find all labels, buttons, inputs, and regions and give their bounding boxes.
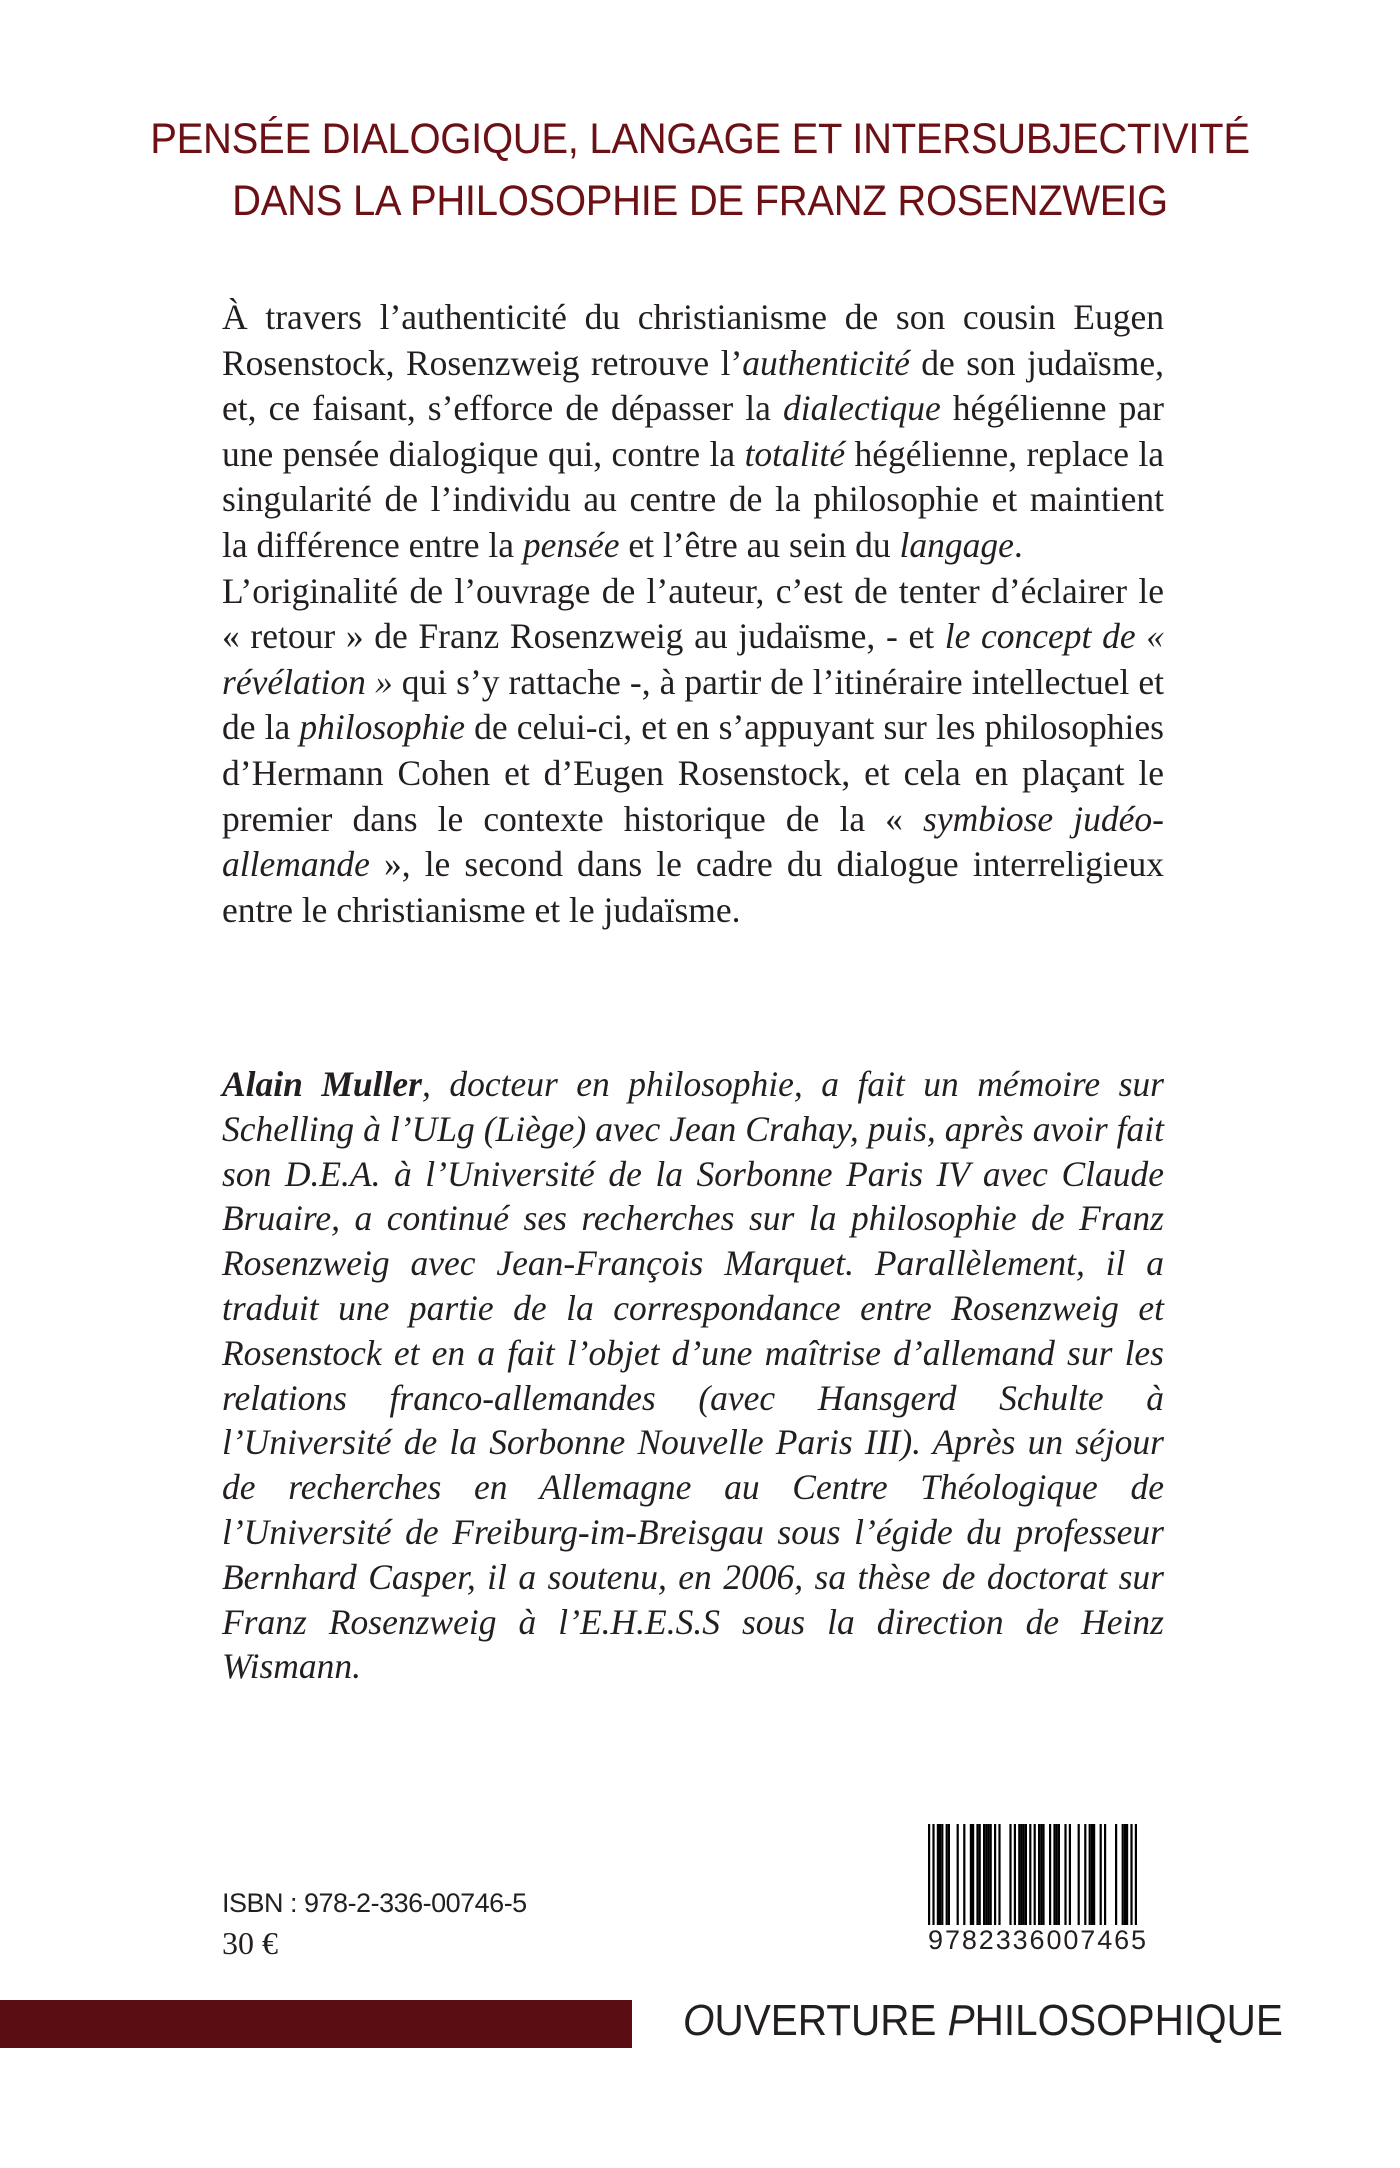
barcode-bar bbox=[1084, 1824, 1086, 1926]
isbn: ISBN : 978-2-336-00746-5 bbox=[222, 1888, 527, 1918]
barcode-bar bbox=[1053, 1824, 1055, 1926]
book-title bbox=[49, 108, 1351, 232]
text-run: qui s’y rattache -, à partir de l’itinéraire intellectuel et de la bbox=[222, 661, 1164, 748]
barcode-number: 9782336007465 bbox=[925, 1925, 1151, 1956]
emphasis-text: langage bbox=[899, 524, 1014, 565]
barcode-bar bbox=[939, 1824, 941, 1926]
barcode-bar bbox=[946, 1824, 948, 1926]
author-name: Alain Muller bbox=[222, 1064, 422, 1104]
barcode-bar bbox=[1124, 1824, 1126, 1926]
barcode-bar bbox=[998, 1824, 1000, 1926]
emphasis-text: dialectique bbox=[782, 388, 941, 429]
title-line-1: PENSÉE DIALOGIQUE, LANGAGE ET INTERSUBJECTIVITÉ bbox=[150, 115, 1250, 163]
text-run: de son judaïsme, et, ce faisant, s’efforce de dépasser la bbox=[222, 342, 1164, 429]
text-run: et l’être au sein du bbox=[619, 524, 900, 565]
collection-bar bbox=[0, 2000, 632, 2048]
barcode-bar bbox=[972, 1824, 974, 1926]
barcode-bar bbox=[1122, 1824, 1124, 1926]
barcode-bar bbox=[1014, 1824, 1016, 1926]
price: 30 € bbox=[222, 1925, 278, 1961]
title-line-2: DANS LA PHILOSOPHIE DE FRANZ ROSENZWEIG bbox=[232, 177, 1168, 225]
author-bio-text: , docteur en philosophie, a fait un mémoire sur Schelling à l’ULg (Liège) avec Jean Crahay, puis, après avoir fait son D.E.A. à l’Université de la Sorbonne Paris IV avec Claude Bruaire, a continué ses recherches sur la philosophie de Franz Rosenzweig avec Jean-François Marquet. Parallèlement, il a traduit une partie de la correspondance entre Rosenzweig et Rosenstock et en a fait l’objet d’une maîtrise d’allemand sur les relations franco-allemandes (avec Hansgerd Schulte à l’Université de la Sorbonne Nouvelle Paris III). Après un séjour de recherches en Allemagne au Centre Théologique de l’Université de Freiburg-im-Breisgau sous l’égide du professeur Bernhard Casper, il a soutenu, en 2006, sa thèse de doctorat sur Franz Rosenzweig à l’E.H.E.S.S sous la direction de Heinz Wismann. bbox=[222, 1064, 1164, 1687]
barcode-bar bbox=[1042, 1824, 1044, 1926]
barcode-bar bbox=[948, 1824, 950, 1926]
barcode bbox=[912, 1820, 1152, 1982]
barcode-bar bbox=[1058, 1824, 1060, 1926]
barcode-bar bbox=[941, 1824, 943, 1926]
text-run: hégélienne, replace la singularité de l’individu au centre de la philosophie et maintient la différence entre la bbox=[222, 433, 1164, 565]
barcode-bar bbox=[1038, 1824, 1040, 1926]
emphasis-text: le concept de « révélation » bbox=[222, 616, 1164, 702]
barcode-bar bbox=[1020, 1824, 1022, 1926]
barcode-bar bbox=[1009, 1824, 1011, 1926]
barcode-bar bbox=[1056, 1824, 1058, 1926]
barcode-bar bbox=[1069, 1824, 1071, 1926]
text-run: . bbox=[1013, 524, 1023, 565]
barcode-bar bbox=[1049, 1824, 1051, 1926]
barcode-bar bbox=[985, 1824, 987, 1926]
barcode-bar bbox=[1025, 1824, 1027, 1926]
barcode-bar bbox=[979, 1824, 981, 1926]
text-run: », le second dans le cadre du dialogue interreligieux entre le christianisme et le judaïsme. bbox=[222, 844, 1164, 930]
barcode-bar bbox=[1018, 1824, 1020, 1926]
barcode-bar bbox=[1040, 1824, 1042, 1926]
collection-letter-p: P bbox=[947, 1996, 975, 2045]
emphasis-text: symbiose judéo-allemande bbox=[222, 798, 1164, 885]
text-run: L’originalité de l’ouvrage de l’auteur, c’est de tenter d’éclairer le « retour » de Franz Rosenzweig au judaïsme, - et bbox=[222, 570, 1164, 657]
barcode-bar bbox=[1093, 1824, 1095, 1926]
emphasis-text: totalité bbox=[744, 433, 846, 474]
barcode-bar bbox=[1089, 1824, 1091, 1926]
collection-word-1: UVERTURE bbox=[714, 1996, 948, 2045]
barcode-bar bbox=[987, 1824, 989, 1926]
summary-paragraph-1 bbox=[222, 295, 1164, 569]
text-run: de celui-ci, et en s’appuyant sur les philosophies d’Hermann Cohen et d’Eugen Rosenstock, et cela en plaçant le premier dans le contexte historique de la « bbox=[222, 707, 1164, 839]
barcode-bar bbox=[963, 1824, 965, 1926]
emphasis-text: philosophie bbox=[299, 707, 466, 748]
barcode-bar bbox=[1115, 1824, 1117, 1926]
barcode-bar bbox=[1091, 1824, 1093, 1926]
barcode-bar bbox=[1100, 1824, 1102, 1926]
summary-paragraph-2 bbox=[222, 569, 1164, 934]
barcode-bar bbox=[1064, 1824, 1066, 1926]
barcode-bars bbox=[912, 1820, 1152, 1982]
barcode-bar bbox=[970, 1824, 972, 1926]
barcode-bar bbox=[990, 1824, 992, 1926]
barcode-bar bbox=[994, 1824, 996, 1926]
author-bio bbox=[222, 1062, 1164, 1689]
collection-letter-o: O bbox=[683, 1996, 715, 2045]
barcode-bar bbox=[957, 1824, 959, 1926]
barcode-bar bbox=[1023, 1824, 1025, 1926]
barcode-bar bbox=[937, 1824, 939, 1926]
collection-name bbox=[683, 1996, 1283, 2046]
barcode-bar bbox=[1126, 1824, 1128, 1926]
summary-text bbox=[222, 295, 1164, 933]
emphasis-text: authenticité bbox=[742, 342, 910, 383]
emphasis-text: pensée bbox=[522, 524, 620, 565]
barcode-bar bbox=[1078, 1824, 1080, 1926]
text-run: hégélienne par une pensée dialogique qui, contre la bbox=[222, 388, 1164, 474]
barcode-bar bbox=[1104, 1824, 1106, 1926]
barcode-bar bbox=[983, 1824, 985, 1926]
barcode-bar bbox=[976, 1824, 978, 1926]
collection-word-2: HILOSOPHIQUE bbox=[974, 1996, 1283, 2045]
text-run: À travers l’authenticité du christianisme de son cousin Eugen Rosenstock, Rosenzweig retrouve l’ bbox=[222, 297, 1164, 383]
